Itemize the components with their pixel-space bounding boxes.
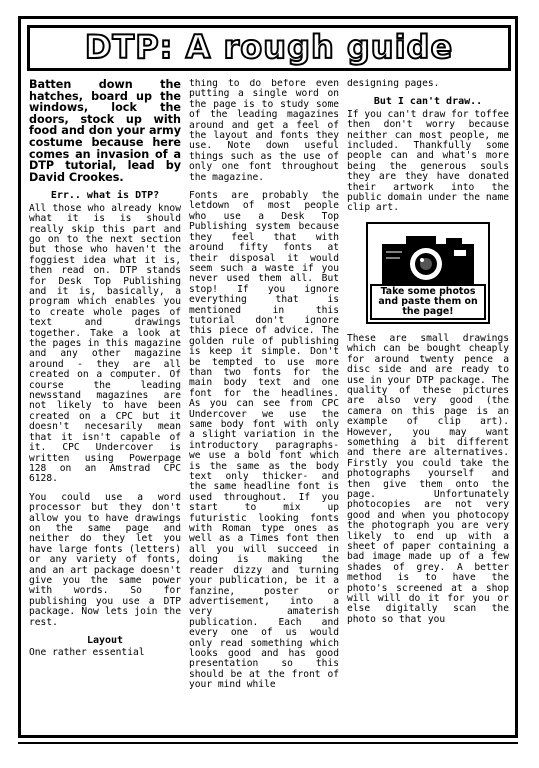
column-1 xyxy=(29,79,181,735)
paragraph: thing to do before even putting a single word on the page is to study some of the leading magazines around and get a feel of the layout and fonts they use. Note down useful things such as the use of only one font throughout the magazine. xyxy=(189,79,339,183)
subheading-layout: Layout xyxy=(86,635,124,646)
paragraph: Fonts are probably the letdown of most people who use a Desk Top Publishing system because they feel that with around fifty fonts at their disposal it would seem such a waste if you never used them all. But stop! If you ignore everything that is mentioned in this tutorial don't ignore this piece of advice. The golden rule of publishing is keep it simple. Don't be tempted to use more than two fonts for the main body text and one font for the headlines. As you can see from CPC Undercover we use the same body font with only a slight variation in the introductory paragraphs- we use a bold font which is the same as the body text only thicker- and the same headline font is used throughout. If you start to mix up futuristic looking fonts with Roman type ones as well as a Times font then all you will succeed in doing is making the reader dizzy and turning your publication, be it a fanzine, poster or advertisement, into a very amaterish publication. Each and every one of us would only read something which looks good and has good presentation so this should be at the front of your mind while xyxy=(189,190,339,691)
camera-clipart-box xyxy=(366,222,490,324)
paragraph: All those who already know what it is is should really skip this part and go on to the next section but those who haven't the foggiest idea what it is, then read on. DTP stands for Desk Top Publishing and it is, basically, a program which enables you to create whole pages of text and drawings together. Take a look at the pages in this magazine and any other magazine around - they are all created on a computer. Of course the leading newsstand magazines are not likely to have been created on a CPC but it doesn't necesarily mean that it isn't capable of it. CPC Undercover is written using Powerpage 128 on an Amstrad CPC 6128. xyxy=(29,202,181,485)
column-3 xyxy=(347,79,509,735)
paragraph: If you can't draw for toffee then don't worry because neither can most people, me included. Thankfully some people can and what's more being the generous souls they are they have donated their artwork into the public domain under the name clip art. xyxy=(347,108,509,214)
article-title: DTP: A rough guide xyxy=(27,25,511,71)
bottom-rule xyxy=(18,742,518,744)
paragraph: One rather essential xyxy=(29,647,145,659)
paragraph: designing pages. xyxy=(347,79,440,89)
subheading-what-is-dtp: Err.. what is DTP? xyxy=(50,190,160,202)
photo-caption: Take some photos and paste them on the page! xyxy=(370,284,486,320)
article-frame xyxy=(18,16,518,738)
standfirst: Batten down the hatches, board up the windows, lock the doors, stock up with food and don your army costume because here comes an invasion of a DTP tutorial, lead by David Crookes. xyxy=(29,79,181,184)
subheading-cant-draw: But I can't draw.. xyxy=(373,96,483,108)
paragraph: You could use a word processor but they don't allow you to have drawings on the same page and neither do they let you have large fonts (letters) or any variety of fonts, and an art package doesn't give you the same power with words. So for publishing you use a DTP package. Now lets join the rest. xyxy=(29,491,181,628)
camera-clipart-icon xyxy=(376,230,480,286)
paragraph: These are small drawings which can be bought cheaply for around twenty pence a disc side and are ready to use in your DTP package. The quality of these pictures are also very good (the camera on this page is an example of clip art). However, you may want something a bit different and there are alternatives. Firstly you could take the photographs yourself and then give them onto the page. Unfortunately photocopies are not very good and when you photocopy the photograph you are very likely to end up with a sheet of paper containing a bad image made up of a few shades of grey. A better method is to have the photo's screened at a shop will will do it for you or else digitally scan the photo so that you xyxy=(347,332,509,625)
column-2 xyxy=(189,79,339,735)
